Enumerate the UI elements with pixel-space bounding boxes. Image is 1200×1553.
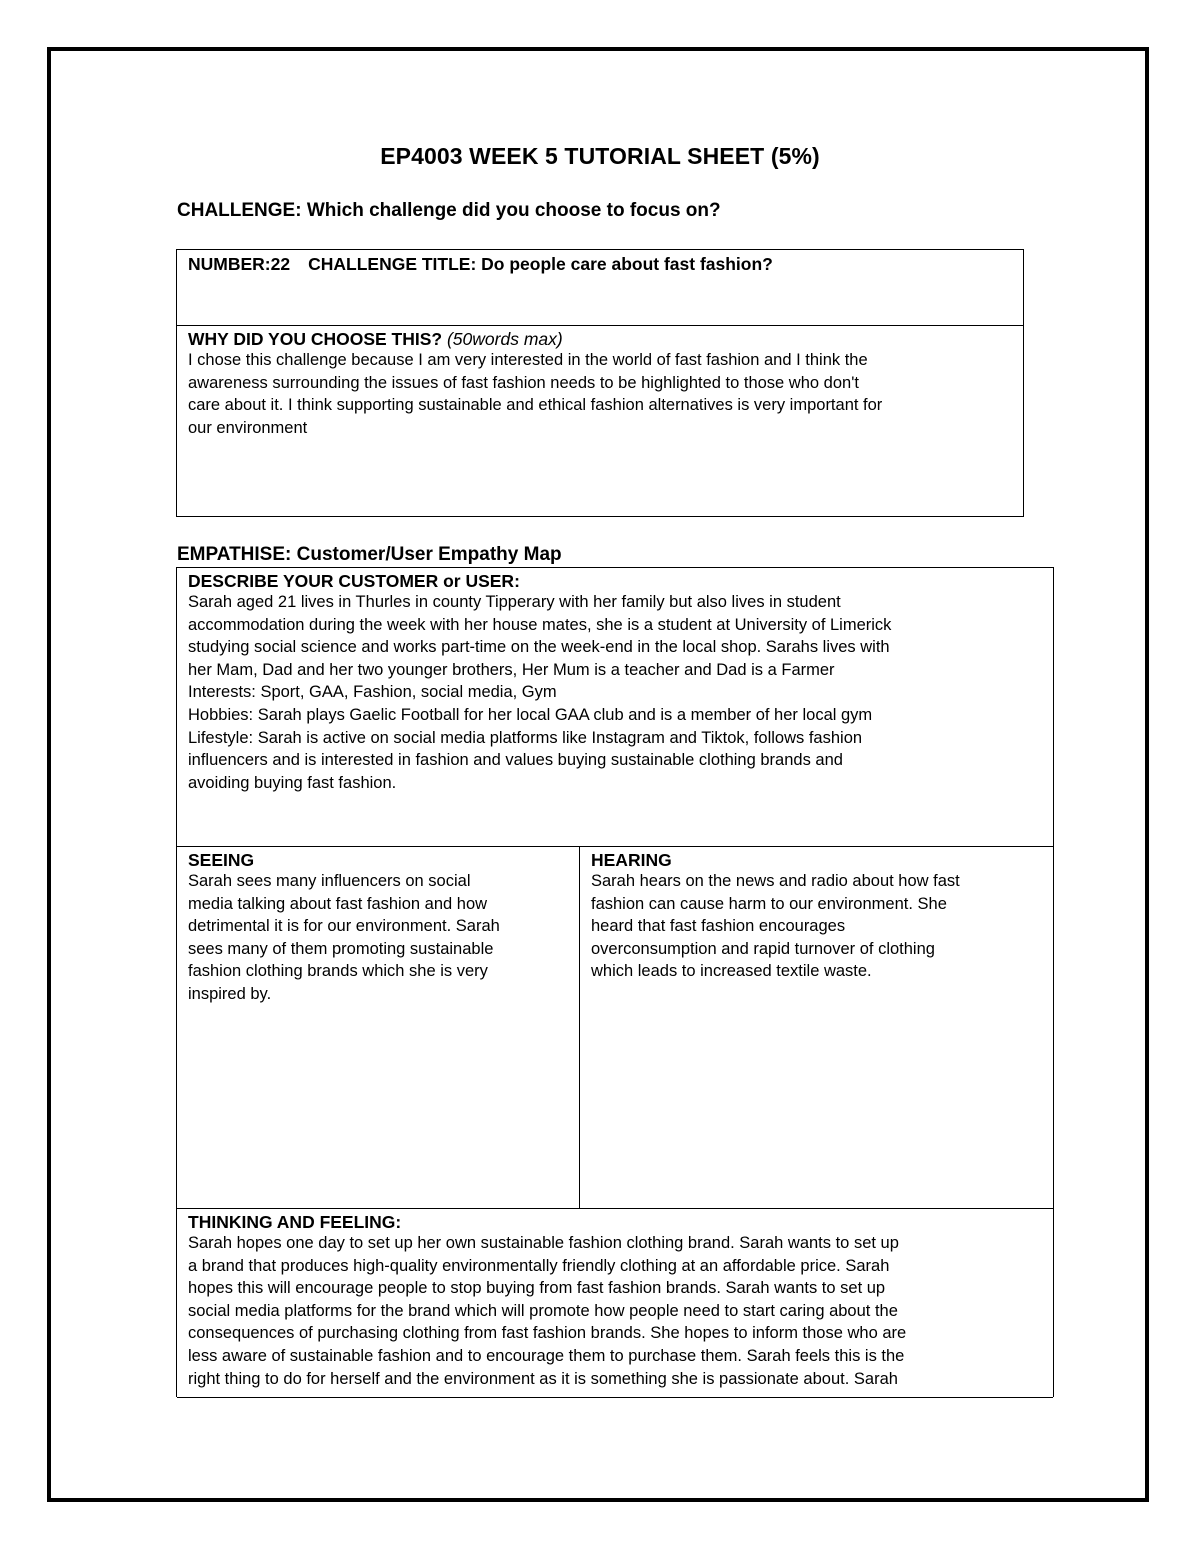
why-label: WHY DID YOU CHOOSE THIS? [188, 329, 443, 349]
challenge-heading: CHALLENGE: Which challenge did you choose to focus on? [177, 200, 721, 221]
why-cell [177, 326, 1023, 516]
challenge-number: NUMBER:22 [188, 254, 291, 274]
seeing-label: SEEING [188, 850, 255, 870]
thinking-cell [177, 1209, 1053, 1398]
empathise-heading: EMPATHISE: Customer/User Empathy Map [177, 544, 562, 565]
challenge-number-cell [177, 250, 1023, 326]
seeing-text: Sarah sees many influencers on social media talking about fast fashion and how detrimental it is for our environment. Sarah sees many of them promoting sustainable fashion clothing brands which she is very inspired by. [188, 872, 500, 1003]
thinking-label: THINKING AND FEELING: [188, 1212, 402, 1232]
seeing-cell [177, 847, 580, 1209]
thinking-text: Sarah hopes one day to set up her own sustainable fashion clothing brand. Sarah wants to set up a brand that produces high-quality environmentally friendly clothing at an affordable price. Sarah hopes this will encourage people to stop buying from fast fashion brands. Sarah wants to set up social media platforms for the brand which will promote how people need to start caring about the consequences of purchasing clothing from fast fashion brands. She hopes to inform those who are less aware of sustainable fashion and to encourage them to purchase them. Sarah feels this is the right thing to do for herself and the environment as it is something she is passionate about. Sarah [188, 1234, 907, 1388]
describe-cell [177, 568, 1053, 847]
why-text: I chose this challenge because I am very interested in the world of fast fashion and I think the awareness surrounding the issues of fast fashion needs to be highlighted to those who don't care about it. I think supporting sustainable and ethical fashion alternatives is very important for our environment [188, 351, 883, 437]
challenge-title: CHALLENGE TITLE: Do people care about fast fashion? [308, 254, 773, 274]
describe-text: Sarah aged 21 lives in Thurles in county Tipperary with her family but also lives in student accommodation during the week with her house mates, she is a student at University of Limerick studying social science and works part-time on the week-end in the local shop. Sarahs lives with her Mam, Dad and her two younger brothers, Her Mum is a teacher and Dad is a Farmer Interests: Sport, GAA, Fashion, social media, Gym Hobbies: Sarah plays Gaelic Football for her local GAA club and is a member of her local gym Lifestyle: Sarah is active on social media platforms like Instagram and Tiktok, follows fashion influencers and is interested in fashion and values buying sustainable clothing brands and avoiding buying fast fashion. [188, 593, 892, 792]
empathy-map-table [176, 567, 1054, 1397]
challenge-table [176, 249, 1024, 517]
why-note: (50words max) [446, 329, 563, 349]
hearing-label: HEARING [591, 850, 672, 870]
hearing-cell [580, 847, 1053, 1209]
hearing-text: Sarah hears on the news and radio about how fast fashion can cause harm to our environment. She heard that fast fashion encourages overconsumption and rapid turnover of clothing which leads to increased textile waste. [591, 872, 960, 981]
page-title: EP4003 WEEK 5 TUTORIAL SHEET (5%) [380, 143, 820, 169]
describe-label: DESCRIBE YOUR CUSTOMER or USER: [188, 571, 520, 591]
